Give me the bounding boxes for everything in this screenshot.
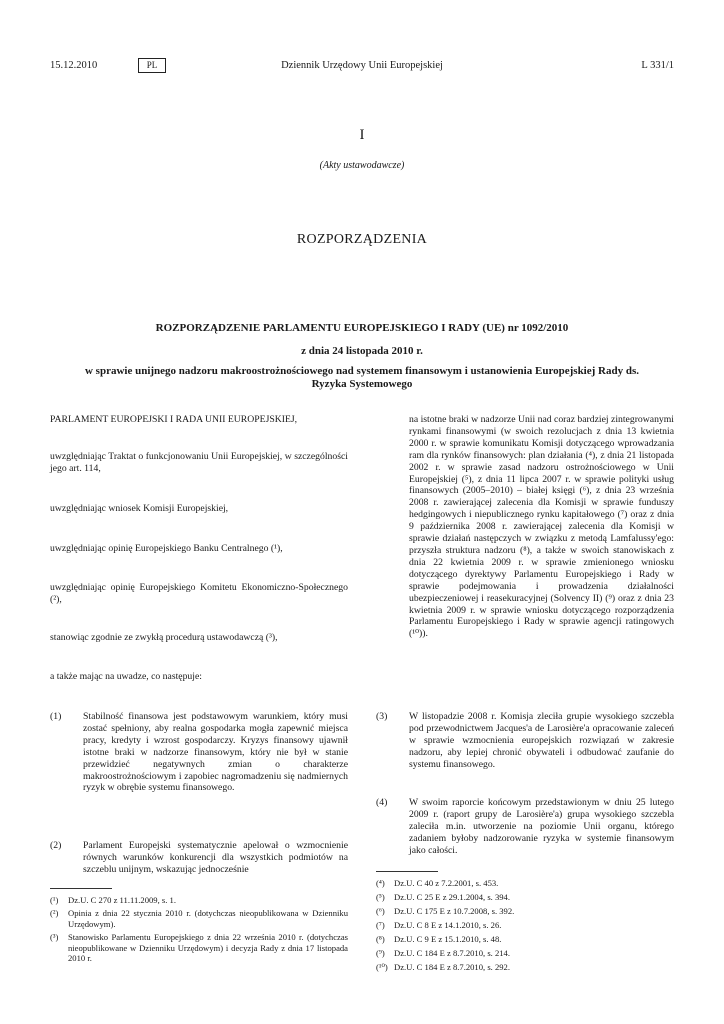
footnote-number: (⁵) — [376, 892, 385, 902]
regulation-title: ROZPORZĄDZENIE PARLAMENTU EUROPEJSKIEGO I RADY (UE) nr 1092/2010 — [155, 322, 569, 334]
footnote-separator-left — [50, 888, 112, 889]
footnote-text: Dz.U. C 175 E z 10.7.2008, s. 392. — [394, 906, 515, 916]
footnote-number: (⁷) — [376, 920, 385, 930]
footnote-number: (⁸) — [376, 934, 385, 944]
recital-text: Stabilność finansowa jest podstawowym warunkiem, który musi zostać spełniony, aby realna gospodarka mogła zapewnić miejsca pracy, kredyty i wzrost gospodarczy. Kryzys finansowy ujawnił istotne braki w nadzorze finansowym, który nie był w stanie przewidzieć negatywnych zmian o charakterze makroostrożnościowym i zapobiec nagromadzeniu się nadmiernych ryzyk w obrębie systemu finansowego. — [83, 711, 348, 794]
footnote-text: Dz.U. C 8 E z 14.1.2010, s. 26. — [394, 920, 502, 930]
citation-whereas: a także mając na uwadze, co następuje: — [50, 671, 202, 682]
footnote-text: Dz.U. C 25 E z 29.1.2004, s. 394. — [394, 892, 511, 902]
footnote-number: (²) — [50, 908, 59, 918]
section-title: ROZPORZĄDZENIA — [296, 232, 428, 247]
recital-number: (2) — [50, 840, 62, 851]
recital-text: W listopadzie 2008 r. Komisja zleciła grupie wysokiego szczebla pod przewodnictwem Jacques'a de Larosière'a opracowanie zaleceń w sprawie wzmocnienia europejskich rozwiązań w zakresie nadzoru, aby lepiej chronić obywateli i odbudować zaufanie do systemu finansowego. — [409, 711, 674, 770]
footnote-separator-right — [376, 871, 438, 872]
footnote-number: (³) — [50, 932, 59, 942]
footnote-text: Dz.U. C 270 z 11.11.2009, s. 1. — [68, 895, 176, 905]
citation-commission: uwzględniając wniosek Komisji Europejskiej, — [50, 503, 229, 514]
page-number: L 331/1 — [641, 60, 674, 71]
footnote-number: (⁶) — [376, 906, 385, 916]
citation-ecb: uwzględniając opinię Europejskiego Banku Centralnego (¹), — [50, 543, 283, 554]
recital-number: (1) — [50, 711, 62, 722]
footnote-text: Stanowisko Parlamentu Europejskiego z dnia 22 września 2010 r. (dotychczas nieopublikowane w Dzienniku Urzędowym) i decyzja Rady z dnia 17 listopada 2010 r. — [68, 932, 348, 963]
regulation-date: z dnia 24 listopada 2010 r. — [301, 345, 423, 357]
citation-procedure: stanowiąc zgodnie ze zwykłą procedurą ustawodawczą (³), — [50, 632, 278, 643]
acts-type: (Akty ustawodawcze) — [319, 160, 405, 171]
citation-treaty: uwzględniając Traktat o funkcjonowaniu Unii Europejskiej, w szczególności jego art. 114, — [50, 451, 348, 474]
recital-number: (3) — [376, 711, 388, 722]
language-badge: PL — [138, 58, 166, 73]
part-numeral: I — [359, 127, 365, 143]
footnote-number: (⁴) — [376, 878, 385, 888]
footnote-text: Opinia z dnia 22 stycznia 2010 r. (dotychczas nieopublikowana w Dzienniku Urzędowym). — [68, 908, 348, 929]
footnote-text: Dz.U. C 40 z 7.2.2001, s. 453. — [394, 878, 499, 888]
journal-title: Dziennik Urzędowy Unii Europejskiej — [281, 60, 443, 71]
citation-eesc: uwzględniając opinię Europejskiego Komitetu Ekonomiczno-Społecznego (²), — [50, 582, 348, 605]
regulation-subject: w sprawie unijnego nadzoru makroostrożnościowego nad systemem finansowym i ustanowienia Europejskiej Rady ds. Ryzyka Systemowego — [84, 365, 639, 390]
footnote-number: (¹⁰) — [376, 962, 388, 972]
footnote-text: Dz.U. C 9 E z 15.1.2010, s. 48. — [394, 934, 502, 944]
footnote-text: Dz.U. C 184 E z 8.7.2010, s. 214. — [394, 948, 511, 958]
footnote-text: Dz.U. C 184 E z 8.7.2010, s. 292. — [394, 962, 511, 972]
recital-text: Parlament Europejski systematycznie apelował o wzmocnienie równych warunków konkurencji dla wszystkich podmiotów na szczeblu unijnym, wskazując jednocześnie — [83, 840, 348, 875]
recital-text: na istotne braki w nadzorze Unii nad coraz bardziej zintegrowanymi rynkami finansowymi (w swoich rezolucjach z dnia 13 kwietnia 2000 r. w sprawie komunikatu Komisji dotyczącego wprowadzania ram dla rynków finansowych: plan działania (⁴), z dnia 21 listopada 2002 r. w sprawie zasad nadzoru ostrożnościowego w Unii Europejskiej (⁵), z dnia 11 lipca 2007 r. w sprawie polityki usług finansowych (2005–2010) – białej księgi (⁶), z dnia 23 września 2008 r. zawierającej zalecenia dla Komisji w sprawie funduszy hedgingowych i niepublicznego rynku kapitałowego (⁷) oraz z dnia 9 października 2008 r. zawierającej zalecenia dla Komisji w sprawie działań następczych w związku z metodą Lamfalussy'ego: przyszła struktura nadzoru (⁸), a także w swoich stanowiskach z dnia 22 kwietnia 2009 r. w sprawie zmienionego wniosku dotyczącego dyrektywy Parlamentu Europejskiego i Rady w sprawie podejmowania i prowadzenia działalności ubezpieczeniowej i reasekuracyjnej (Solvency II) (⁹) oraz z dnia 23 kwietnia 2009 r. w sprawie wniosku dotyczącego rozporządzenia Parlamentu Europejskiego i Rady w sprawie agencji ratingowych (¹⁰)). — [409, 414, 674, 640]
footnote-number: (⁹) — [376, 948, 385, 958]
recital-number: (4) — [376, 797, 388, 808]
publication-date: 15.12.2010 — [50, 60, 98, 71]
footnote-number: (¹) — [50, 895, 59, 905]
preamble-intro: PARLAMENT EUROPEJSKI I RADA UNII EUROPEJSKIEJ, — [50, 414, 298, 425]
page-header — [50, 58, 674, 78]
recital-text: W swoim raporcie końcowym przedstawionym w dniu 25 lutego 2009 r. (raport grupy de Larosière'a) grupa wysokiego szczebla zaleciła m.in. utworzenie na poziomie Unii organu, którego zadaniem byłoby nadzorowanie ryzyka w systemie finansowym jako całości. — [409, 797, 674, 856]
